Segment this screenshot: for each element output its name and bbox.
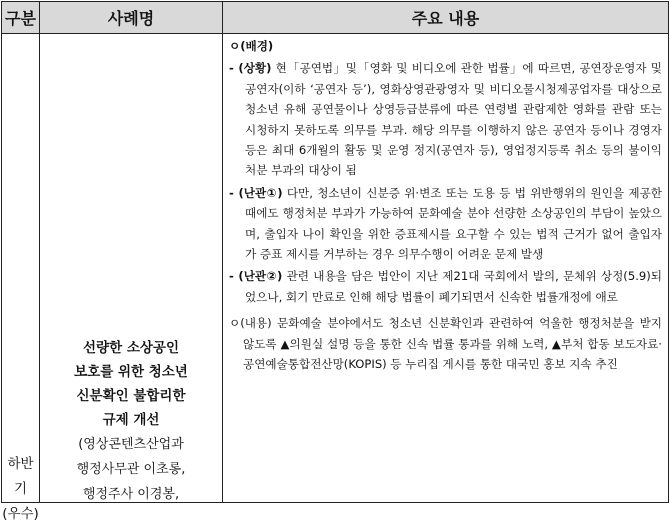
obstacle-2-item [229, 266, 662, 307]
case-title-line-3: 신분확인 불합리한 [76, 388, 186, 404]
case-name-cell [40, 34, 223, 503]
header-category: 구분 [2, 2, 40, 34]
obstacle-2-label: - (난관②) [229, 269, 283, 284]
category-line-1: 하반기 [7, 456, 34, 497]
header-row [2, 2, 669, 34]
header-main-content: 주요 내용 [223, 2, 669, 34]
obstacle-1-item [229, 183, 662, 265]
case-sub-line-2: 행정사무관 이초롱, [76, 462, 186, 477]
case-sub-line-3: 행정주사 이경봉, [82, 487, 180, 502]
case-table [1, 1, 669, 522]
category-cell [2, 34, 40, 522]
situation-item [229, 58, 662, 180]
case-title-line-2: 보호를 위한 청소년 [74, 364, 188, 380]
case-title-line-4: 규제 개선 [102, 412, 160, 428]
header-case-name: 사례명 [40, 2, 223, 34]
table-row [2, 34, 669, 503]
situation-text: 현「공연법」및「영화 및 비디오에 관한 법률」에 따르면, 공연장운영자 및 공연자(이하 ‘공연자 등’), 영화상영관광영자 및 비디오물시청제공업자를 대상으로 청소년 유해 공연물이나 상영등급분류에 따른 연령별 관람제한 영화를 관람 또는 시청하지 못하도록 의무를 부과. 해당 의무를 이행하지 않은 공연자 등이나 경영자 등은 최대 6개월의 활동 및 운영 정지(공연자 등), 영업정지등록 취소 등의 불이익 처분 부과의 대상이 됨 [245, 61, 662, 178]
obstacle-1-label: - (난관①) [229, 185, 283, 200]
category-line-2: (우수) [2, 506, 39, 522]
situation-label: - (상황) [229, 61, 272, 76]
case-title-line-1: 선량한 소상공인 [83, 340, 179, 356]
content-paragraph: ㅇ(내용) 문화예술 분야에서도 청소년 신분확인과 관련하여 억울한 행정처분을 받지 않도록 ▲의원실 설명 등을 통한 신속 법률 통과를 위해 노력, ▲부처 합동 보도자료·공연예술통합전산망(KOPIS) 등 누리집 게시를 통한 대국민 홍보 지속 추진 [229, 316, 662, 372]
content-cell [223, 34, 669, 503]
obstacle-1-text: 다만, 청소년이 신분증 위·변조 또는 도용 등 법 위반행위의 원인을 제공한 때에도 행정처분 부과가 가능하여 문화예술 분야 선량한 소상공인의 부담이 높았으며, 출입자 나이 확인을 위한 증표제시를 요구할 수 있는 법적 근거가 없어 출입자가 증표 제시를 거부하는 경우 의무수행이 어려운 문제 발생 [245, 185, 662, 262]
obstacle-2-text: 관련 내용을 담은 법안이 지난 제21대 국회에서 발의, 문체위 상정(5.9)되었으나, 회기 만료로 인해 해당 법률이 폐기되면서 신속한 법률개정에 애로 [245, 269, 662, 304]
background-heading: ㅇ(배경) [229, 39, 274, 53]
case-sub-line-1: (영상콘텐츠산업과 [78, 437, 184, 452]
